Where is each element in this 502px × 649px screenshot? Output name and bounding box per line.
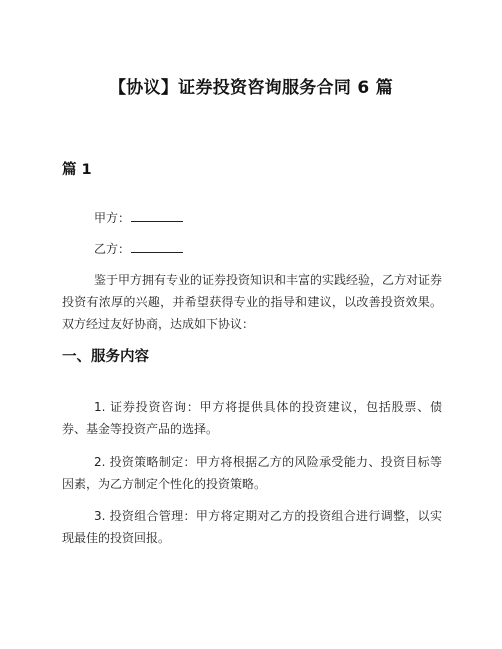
party-b-line (94, 240, 183, 258)
party-a-label: 甲方： (94, 211, 131, 225)
list-item: 1. 证券投资咨询：甲方将提供具体的投资建议，包括股票、债券、基金等投资产品的选择。 (62, 400, 442, 436)
chapter-heading: 一、服务内容 (62, 349, 149, 365)
party-b-blank (131, 240, 183, 253)
party-a-blank (131, 209, 183, 222)
list-item: 3. 投资组合管理：甲方将定期对乙方的投资组合进行调整，以实现最佳的投资回报。 (62, 509, 442, 545)
list-item: 2. 投资策略制定：甲方将根据乙方的风险承受能力、投资目标等因素，为乙方制定个性化的投资策略。 (62, 455, 442, 491)
intro-paragraph: 鉴于甲方拥有专业的证券投资知识和丰富的实践经验，乙方对证券投资有浓厚的兴趣，并希望获得专业的指导和建议，以改善投资效果。双方经过友好协商，达成如下协议： (62, 273, 443, 331)
party-b-label: 乙方： (94, 242, 131, 256)
party-a-line (94, 209, 183, 227)
section-heading: 篇 1 (62, 162, 92, 178)
document-title: 【协议】证券投资咨询服务合同 6 篇 (108, 78, 394, 98)
